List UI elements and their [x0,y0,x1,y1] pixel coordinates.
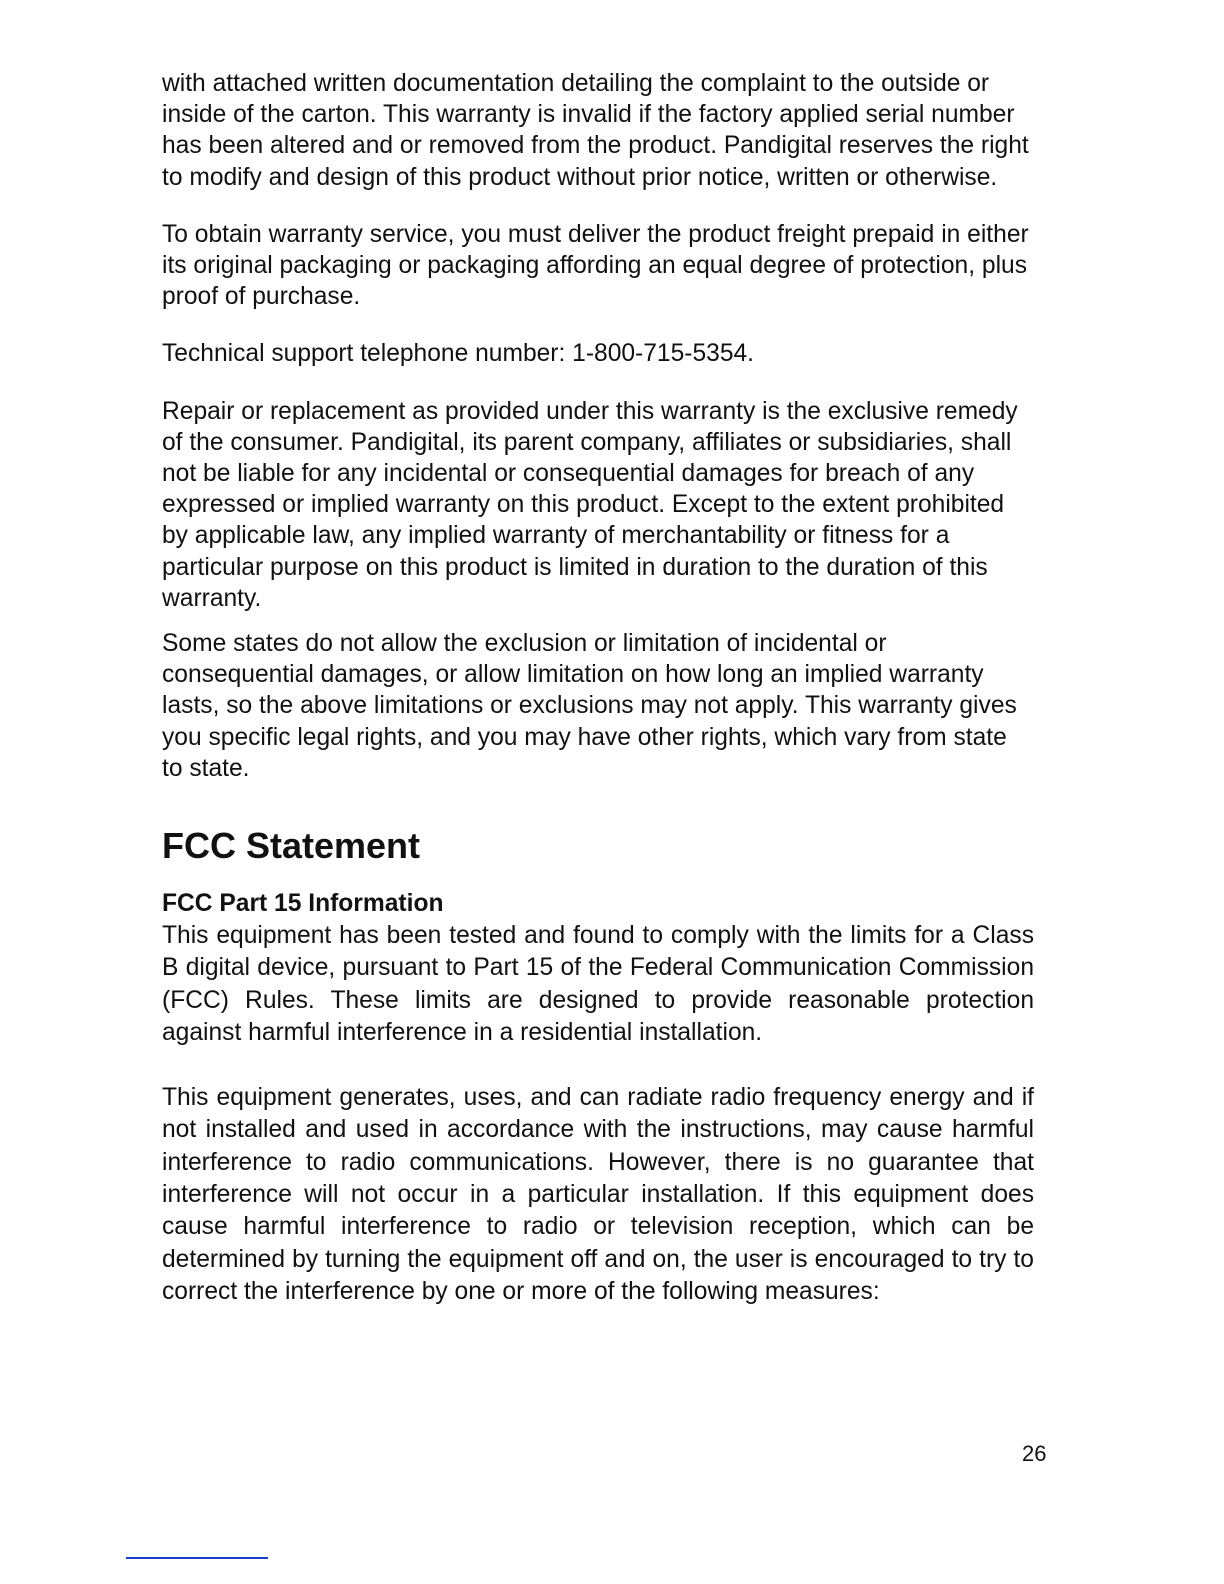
fcc-part15-subheading: FCC Part 15 Information [162,890,444,918]
fcc-paragraph-2: This equipment generates, uses, and can radiate radio frequency energy and if not installed and used in accordance with the instructions, may cause harmful interference to radio communications. However, there is no guarantee that interference will not occur in a particular installation. If this equipment does cause harmful interference to radio or television reception, which can be determined by turning the equipment off and on, the user is encouraged to try to correct the interference by one or more of the following measures: [162,1083,1034,1306]
warranty-paragraph-1: with attached written documentation detailing the complaint to the outside or inside of the carton. This warranty is invalid if the factory applied serial number has been altered and or removed from the product. Pandigital reserves the right to modify and design of this product without prior notice, written or otherwise. [162,70,1029,191]
fcc-statement-heading: FCC Statement [162,825,421,867]
support-phone-line: Technical support telephone number: 1-800-715-5354. [162,340,755,368]
warranty-paragraph-4: Some states do not allow the exclusion or limitation of incidental or consequential damages, or allow limitation on how long an implied warranty lasts, so the above limitations or exclusions may not apply. This warranty gives you specific legal rights, and you may have other rights, which vary from state to state. [162,630,1017,782]
page-content [162,68,1034,1309]
warranty-paragraph-3: Repair or replacement as provided under this warranty is the exclusive remedy of the consumer. Pandigital, its parent company, affiliates or subsidiaries, shall not be liable for any incidental or consequential damages for breach of any expressed or implied warranty on this product. Except to the extent prohibited by applicable law, any implied warranty of merchantability or fitness for a particular purpose on this product is limited in duration to the duration of this warranty. [162,397,1018,612]
page-number: 26 [1022,1441,1047,1466]
fcc-paragraph-1: This equipment has been tested and found to comply with the limits for a Class B digital device, pursuant to Part 15 of the Federal Communication Commission (FCC) Rules. These limits are designed to provide reasonable protection against harmful interference in a residential installation. [162,922,1034,1047]
footnote-rule [126,1557,268,1559]
warranty-paragraph-2: To obtain warranty service, you must deliver the product freight prepaid in either its original packaging or packaging affording an equal degree of protection, plus proof of purchase. [162,220,1029,311]
